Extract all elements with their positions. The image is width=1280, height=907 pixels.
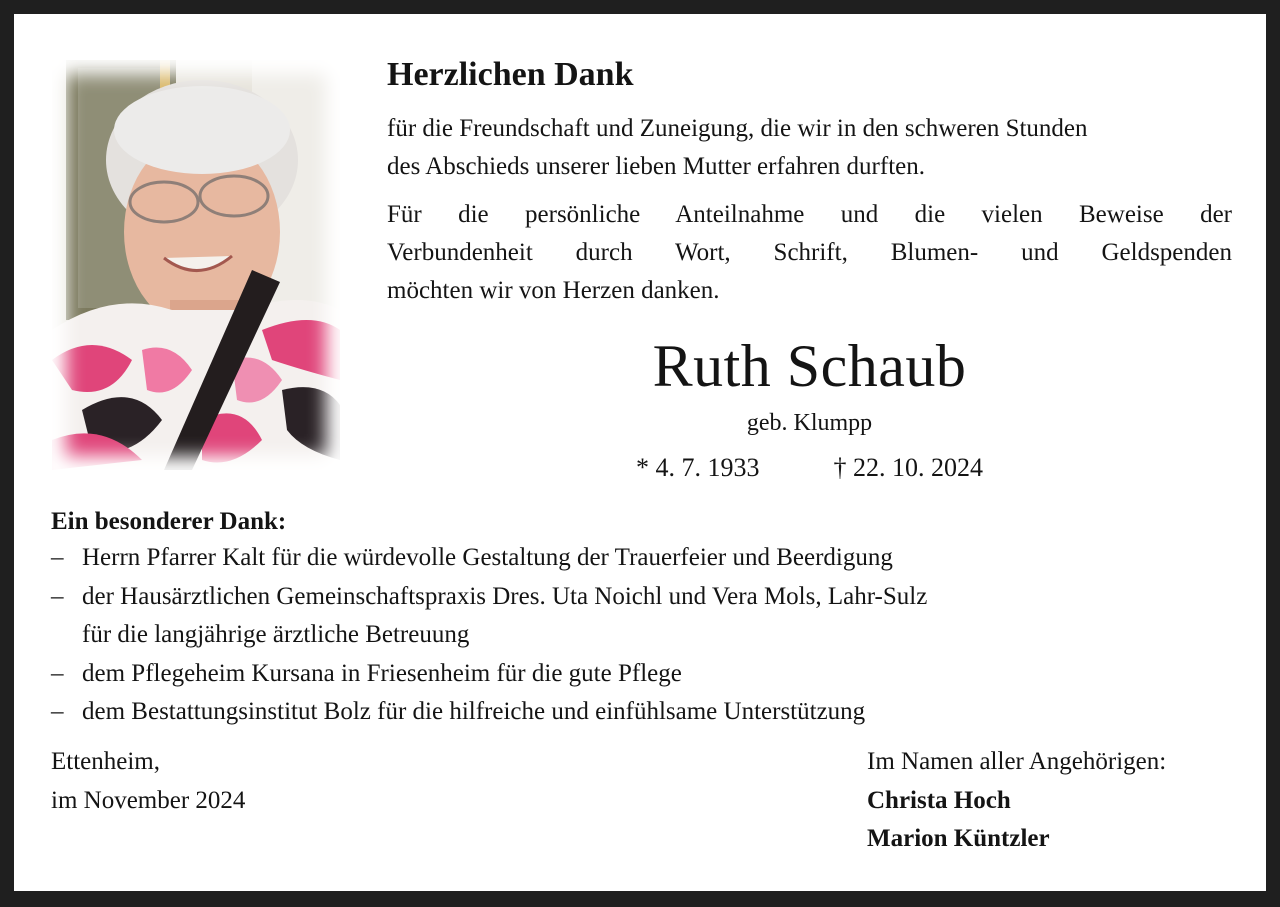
obituary-notice: [14, 14, 1266, 891]
thanks-paragraph-1: [387, 110, 1232, 186]
on-behalf-label: Im Namen aller Angehörigen:: [867, 748, 1167, 775]
paragraph-line: Für die persönliche Anteilnahme und die vielen Beweise der: [387, 201, 1232, 228]
signer-name: Christa Hoch: [867, 786, 1011, 814]
place-and-date: [51, 743, 245, 820]
list-item: [51, 693, 1201, 732]
paragraph-line: für die Freundschaft und Zuneigung, die wir in den schweren Stunden: [387, 115, 1088, 142]
dash-bullet: –: [51, 582, 64, 610]
life-dates: [387, 450, 1232, 486]
birth-name: geb. Klumpp: [746, 410, 873, 436]
list-item-text: Herrn Pfarrer Kalt für die würdevolle Gestaltung der Trauerfeier und Beerdigung: [82, 544, 893, 571]
list-item-text: für die langjährige ärztliche Betreuung: [82, 621, 470, 648]
paragraph-line: des Abschieds unserer lieben Mutter erfahren durften.: [387, 153, 926, 180]
list-item-text: der Hausärztlichen Gemeinschaftspraxis Dres. Uta Noichl und Vera Mols, Lahr-Sulz: [82, 582, 928, 610]
dash-bullet: –: [51, 544, 64, 571]
list-item: [51, 578, 1201, 655]
thanks-heading: Herzlichen Dank: [387, 56, 634, 93]
deceased-name: Ruth Schaub: [652, 333, 967, 399]
birth-date: * 4. 7. 1933: [636, 453, 760, 482]
dash-bullet: –: [51, 659, 64, 687]
paragraph-line: Verbundenheit durch Wort, Schrift, Blumen- und Geldspenden: [387, 239, 1232, 266]
signature-block: [867, 743, 1237, 859]
list-item: [51, 539, 1201, 578]
portrait-photo: [52, 60, 340, 470]
death-date: † 22. 10. 2024: [833, 453, 983, 482]
thanks-paragraph-2: [387, 196, 1232, 310]
list-item-text: dem Bestattungsinstitut Bolz für die hilfreiche und einfühlsame Unterstützung: [82, 698, 866, 725]
special-thanks-list: [51, 539, 1201, 732]
signer-name: Marion Küntzler: [867, 825, 1050, 852]
date: im November 2024: [51, 786, 246, 814]
paragraph-line: möchten wir von Herzen danken.: [387, 277, 720, 304]
place: Ettenheim,: [51, 748, 160, 775]
list-item-text: dem Pflegeheim Kursana in Friesenheim für die gute Pflege: [82, 659, 682, 687]
dash-bullet: –: [51, 698, 64, 725]
list-item: [51, 655, 1201, 694]
special-thanks-title: Ein besonderer Dank:: [51, 508, 287, 535]
